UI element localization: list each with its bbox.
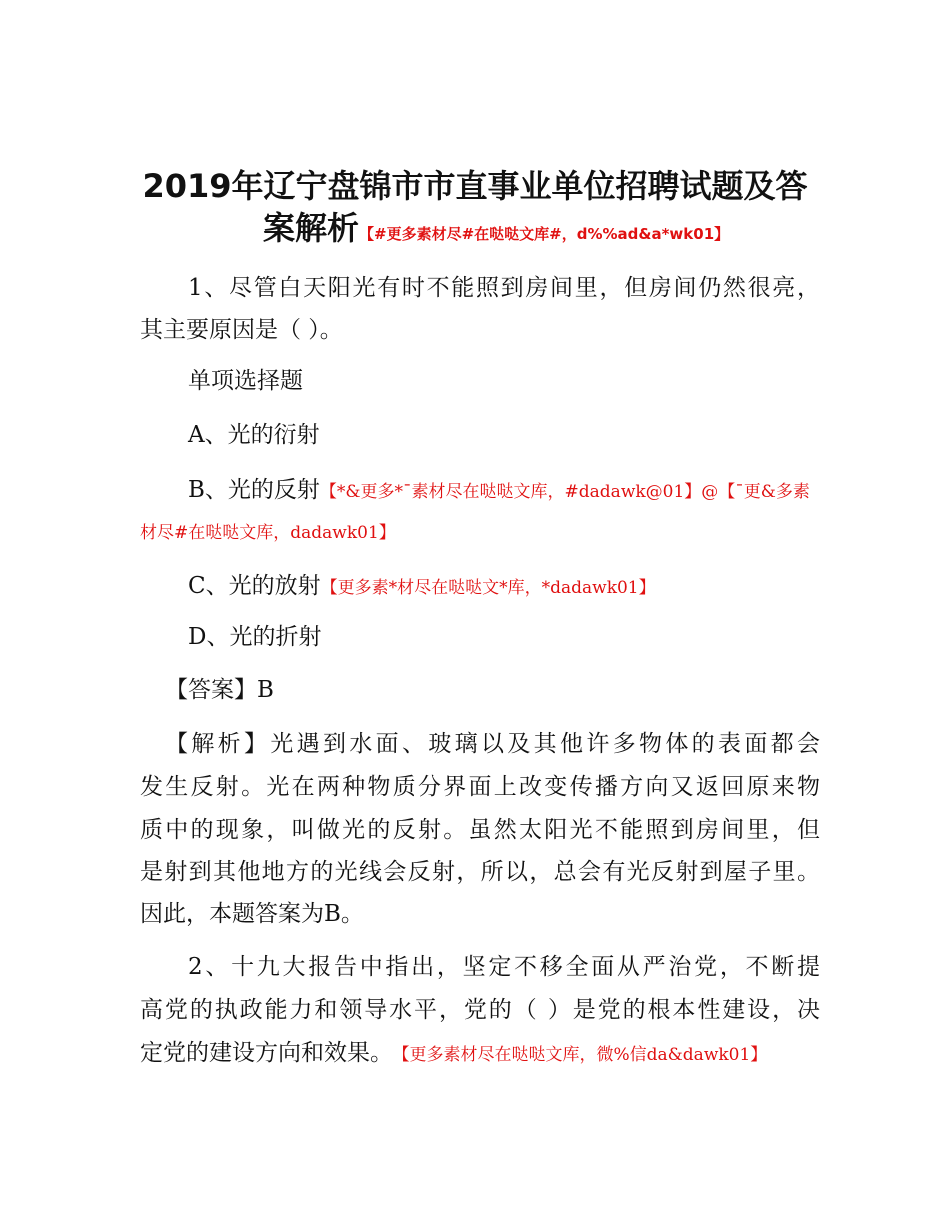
- watermark-link[interactable]: 材尽#在哒哒文库，dadawk01】: [140, 523, 396, 543]
- watermark-link[interactable]: 【更多素材尽在哒哒文库，微%信da&dawk01】: [401, 1045, 768, 1065]
- analysis-line: 是射到其他地方的光线会反射，所以，总会有光反射到屋子里。: [140, 859, 820, 885]
- question-1-line1: 1、尽管白天阳光有时不能照到房间里，但房间仍然很亮，: [188, 275, 820, 301]
- watermark-link[interactable]: 【#更多素材尽#在哒哒文库#，d%%ad&a*wk01】: [359, 225, 730, 243]
- document-title-line1: 2019年辽宁盘锦市市直事业单位招聘试题及答: [142, 167, 808, 205]
- question-2-line1: 2、十九大报告中指出，坚定不移全面从严治党，不断提: [188, 954, 820, 980]
- option-b: [188, 475, 820, 507]
- question-2-text: 定党的建设方向和效果。: [140, 1040, 393, 1066]
- analysis-line: 质中的现象，叫做光的反射。虽然太阳光不能照到房间里，但: [140, 817, 820, 843]
- option-c-text: C、光的放射: [188, 573, 321, 599]
- question-2-line2: 高党的执政能力和领导水平，党的（ ）是党的根本性建设，决: [140, 997, 820, 1023]
- document-title-line2: [0, 210, 950, 252]
- watermark-link[interactable]: 【更多素*材尽在哒哒文*库，*dadawk01】: [320, 578, 656, 598]
- analysis-line: 【解析】光遇到水面、玻璃以及其他许多物体的表面都会: [165, 731, 820, 757]
- title-text: 案解析: [263, 209, 360, 247]
- option-c: [188, 571, 820, 603]
- question-1-line2: 其主要原因是（ ）。: [140, 317, 343, 343]
- analysis-line: 因此，本题答案为B。: [140, 901, 364, 927]
- answer: 【答案】B: [165, 677, 274, 703]
- option-d: D、光的折射: [188, 624, 322, 650]
- option-a: A、光的衍射: [188, 422, 320, 448]
- option-b-text: B、光的反射: [188, 477, 320, 503]
- analysis-line: 发生反射。光在两种物质分界面上改变传播方向又返回原来物: [140, 774, 820, 800]
- watermark-link[interactable]: 【*&更多*¯素材尽在哒哒文库，#dadawk@01】@【¯更&多素: [319, 482, 810, 502]
- question-type: 单项选择题: [188, 368, 303, 394]
- question-2-line3: [140, 1038, 820, 1070]
